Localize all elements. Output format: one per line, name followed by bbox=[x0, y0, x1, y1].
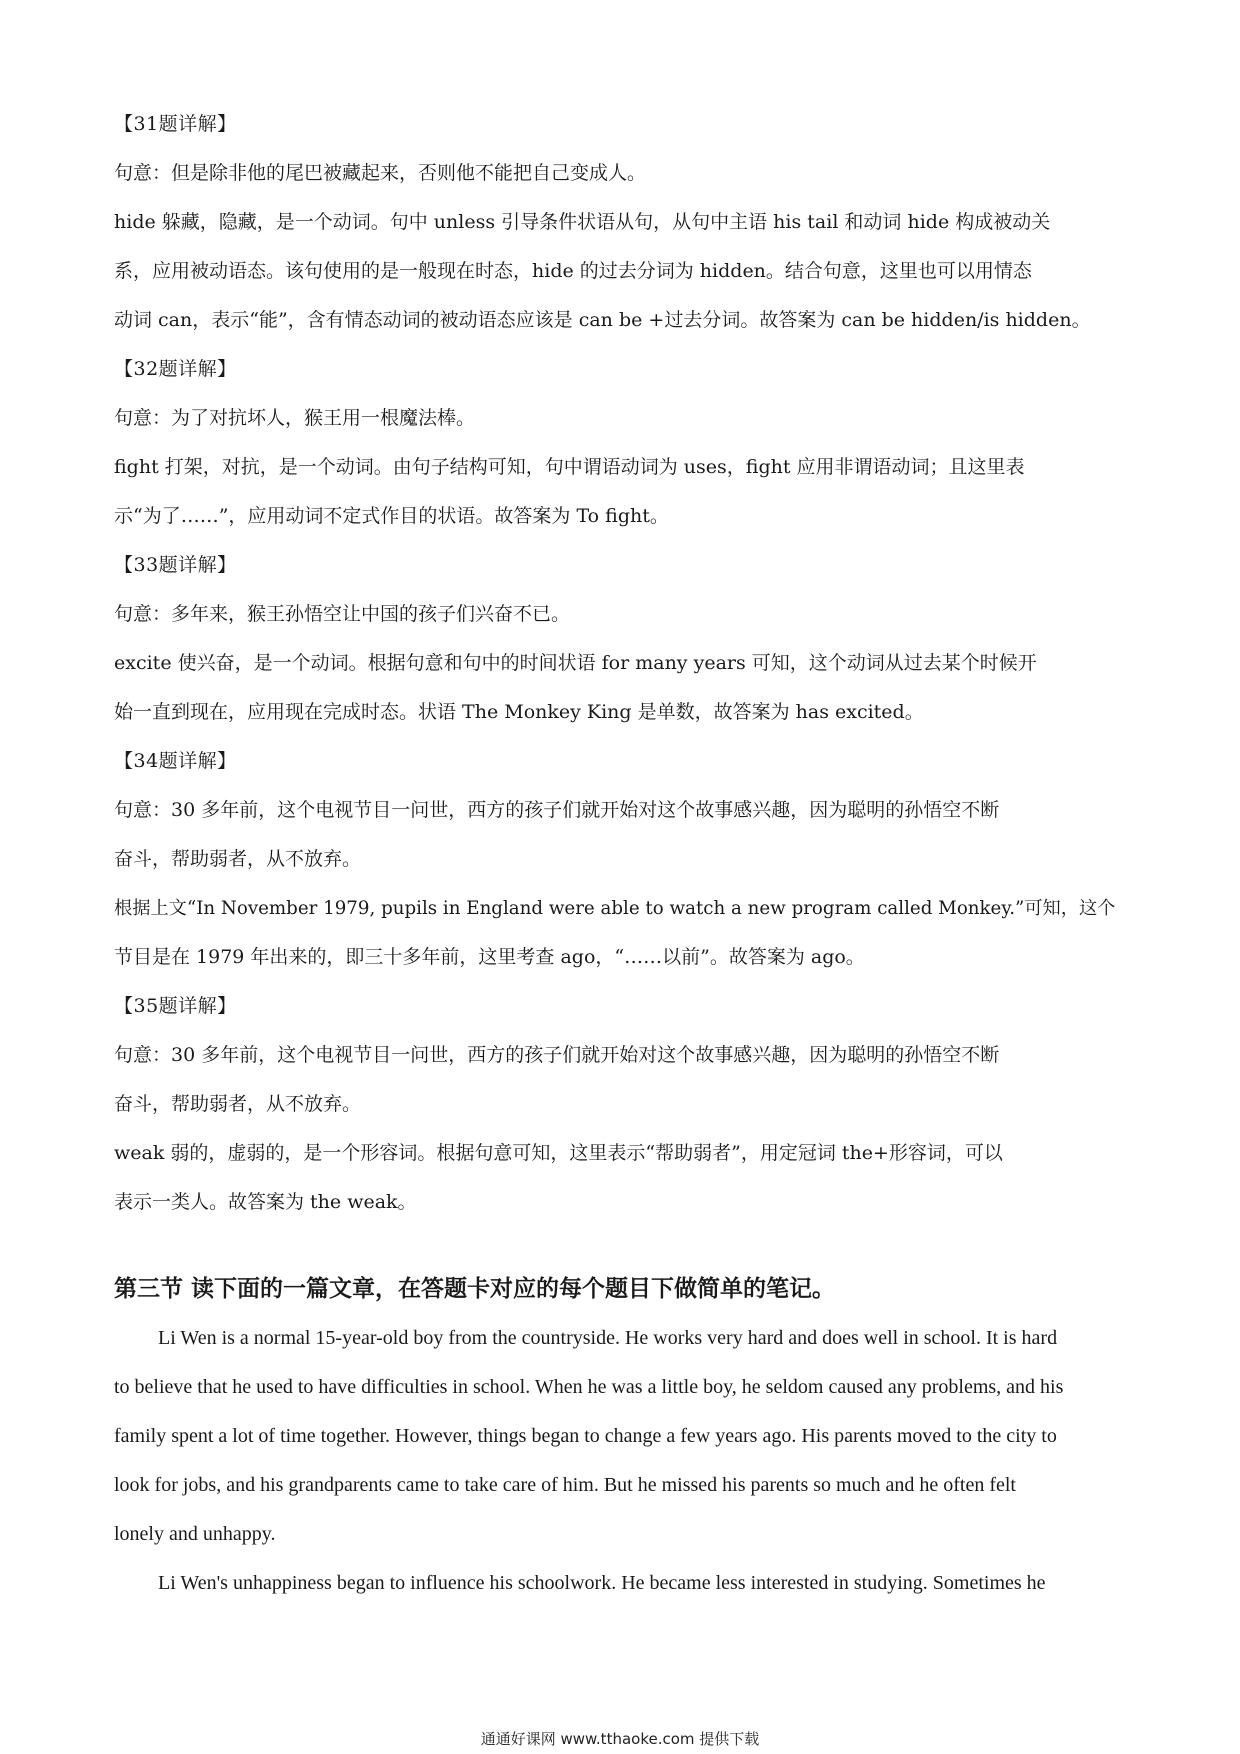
passage-line: lonely and unhappy. bbox=[114, 1523, 276, 1545]
question-label: 【31题详解】 bbox=[114, 113, 237, 135]
explanation-line: fight 打架，对抗，是一个动词。由句子结构可知，句中谓语动词为 uses，fight 应用非谓语动词；且这里表 bbox=[114, 456, 1025, 478]
explanation-line: 根据上文“In November 1979, pupils in England were able to watch a new program called Monkey.”可知，这个 bbox=[114, 898, 1116, 919]
passage-line: look for jobs, and his grandparents came to take care of him. But he missed his parents so much and he often felt bbox=[114, 1474, 1016, 1496]
passage-line: Li Wen's unhappiness began to influence his schoolwork. He became less interested in studying. Sometimes he bbox=[158, 1572, 1046, 1594]
explanation-line: 系，应用被动语态。该句使用的是一般现在时态，hide 的过去分词为 hidden。结合句意，这里也可以用情态 bbox=[114, 260, 1032, 282]
question-label: 【33题详解】 bbox=[114, 554, 237, 576]
passage-line: family spent a lot of time together. However, things began to change a few years ago. His parents moved to the city to bbox=[114, 1425, 1057, 1447]
explanation-line: weak 弱的，虚弱的，是一个形容词。根据句意可知，这里表示“帮助弱者”，用定冠词 the+形容词，可以 bbox=[114, 1142, 1003, 1164]
explanation-line: 句意：30 多年前，这个电视节目一问世，西方的孩子们就开始对这个故事感兴趣，因为聪明的孙悟空不断 bbox=[114, 799, 1000, 821]
document-content bbox=[114, 100, 1126, 1608]
explanation-line: hide 躲藏，隐藏，是一个动词。句中 unless 引导条件状语从句，从句中主语 his tail 和动词 hide 构成被动关 bbox=[114, 211, 1051, 233]
question-label: 【32题详解】 bbox=[114, 358, 237, 380]
section-gap bbox=[114, 1227, 1126, 1265]
explanation-line: 句意：30 多年前，这个电视节目一问世，西方的孩子们就开始对这个故事感兴趣，因为聪明的孙悟空不断 bbox=[114, 1044, 1000, 1066]
explanation-line: 始一直到现在，应用现在完成时态。状语 The Monkey King 是单数，故答案为 has excited。 bbox=[114, 701, 924, 723]
explanation-line: 句意：为了对抗坏人，猴王用一根魔法棒。 bbox=[114, 407, 476, 429]
explanation-line: 表示一类人。故答案为 the weak。 bbox=[114, 1191, 417, 1213]
explanation-line: 奋斗，帮助弱者，从不放弃。 bbox=[114, 848, 362, 870]
question-label: 【35题详解】 bbox=[114, 995, 237, 1017]
question-label: 【34题详解】 bbox=[114, 750, 237, 772]
explanation-line: 节目是在 1979 年出来的，即三十多年前，这里考查 ago，“……以前”。故答案为 ago。 bbox=[114, 946, 865, 968]
explanation-line: 动词 can，表示“能”，含有情态动词的被动语态应该是 can be +过去分词。故答案为 can be hidden/is hidden。 bbox=[114, 309, 1091, 331]
passage-line: Li Wen is a normal 15-year-old boy from the countryside. He works very hard and does well in school. It is hard bbox=[158, 1327, 1058, 1349]
explanation-line: excite 使兴奋，是一个动词。根据句意和句中的时间状语 for many years 可知，这个动词从过去某个时候开 bbox=[114, 652, 1037, 674]
explanation-line: 示“为了……”，应用动词不定式作目的状语。故答案为 To fight。 bbox=[114, 505, 669, 527]
page-footer: 通通好课网 www.tthaoke.com 提供下载 bbox=[480, 1730, 760, 1748]
section-heading: 第三节 读下面的一篇文章，在答题卡对应的每个题目下做简单的笔记。 bbox=[114, 1276, 836, 1302]
explanation-line: 句意：但是除非他的尾巴被藏起来，否则他不能把自己变成人。 bbox=[114, 162, 647, 184]
explanation-line: 句意：多年来，猴王孙悟空让中国的孩子们兴奋不已。 bbox=[114, 603, 571, 625]
passage-line: to believe that he used to have difficulties in school. When he was a little boy, he seldom caused any problems, and his bbox=[114, 1376, 1064, 1398]
explanation-line: 奋斗，帮助弱者，从不放弃。 bbox=[114, 1093, 362, 1115]
